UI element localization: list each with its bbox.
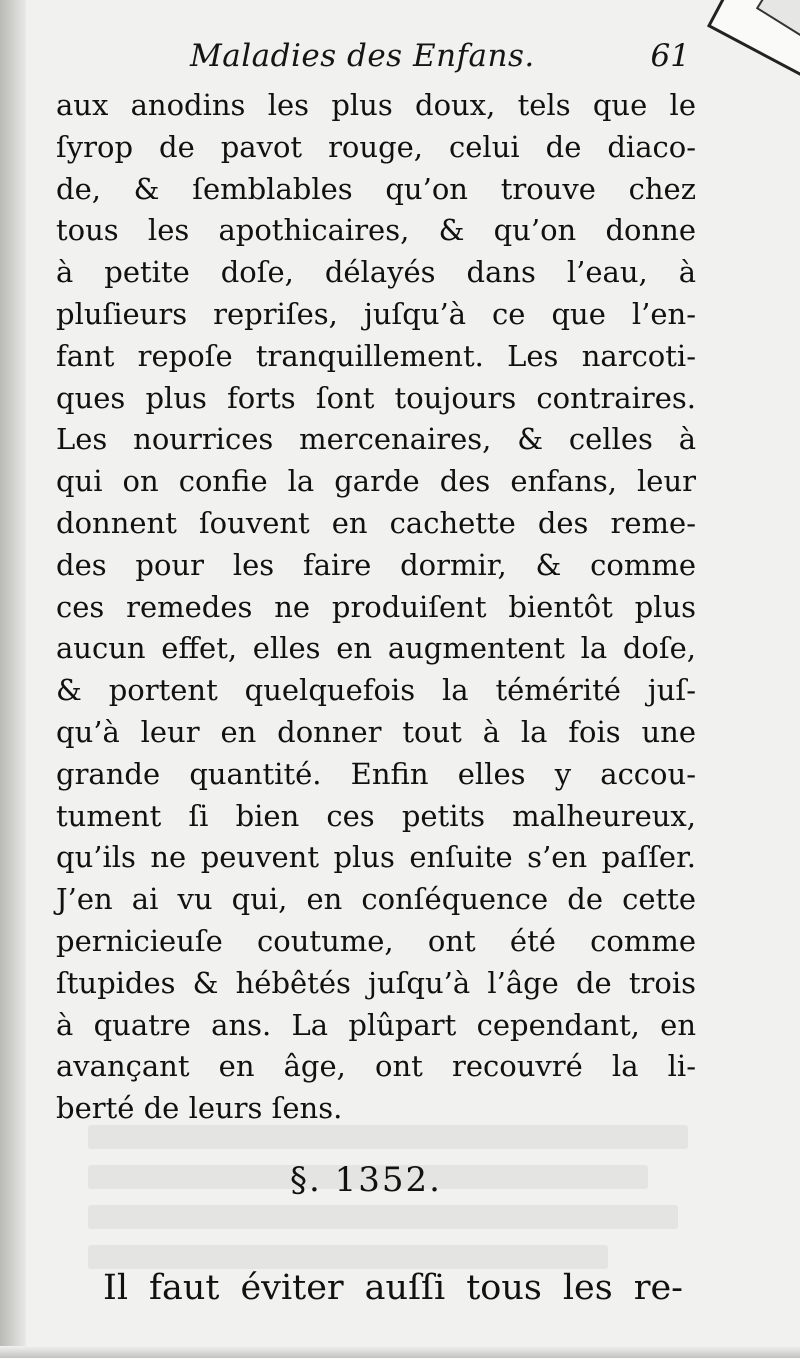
- text-line: & portent quelquefois la témérité juſ-: [56, 673, 696, 708]
- text-line: aux anodins les plus doux, tels que le: [56, 88, 696, 122]
- text-line: pernicieuſe coutume, ont été comme: [56, 923, 696, 958]
- continuation-line: Il faut éviter auſſi tous les re-: [103, 1268, 683, 1308]
- text-line: aucun effet, elles en augmentent la doſe,: [56, 631, 696, 666]
- text-line: de, & ſemblables qu’on trouve chez: [56, 171, 696, 206]
- text-line: Les nourrices mercenaires, & celles à: [56, 422, 696, 457]
- text-line: à petite doſe, délayés dans l’eau, à: [56, 255, 696, 290]
- text-line: des pour les faire dormir, & comme: [56, 547, 696, 582]
- text-line: qu’ils ne peuvent plus enſuite s’en paſſer.: [56, 840, 696, 875]
- text-line: qu’à leur en donner tout à la fois une: [56, 714, 696, 749]
- text-line: ſtupides & hébêtés juſqu’à l’âge de trois: [56, 965, 696, 1000]
- text-line: ſyrop de pavot rouge, celui de diaco-: [56, 129, 696, 164]
- text-line: donnent ſouvent en cachette des reme-: [56, 505, 696, 540]
- text-line: à quatre ans. La plûpart cependant, en: [56, 1007, 696, 1042]
- page-edge-shadow: [0, 0, 26, 1358]
- show-through: [88, 1245, 608, 1269]
- text-line: qui on confie la garde des enfans, leur: [56, 464, 696, 499]
- show-through: [88, 1205, 678, 1229]
- page-bottom-shadow: [0, 1346, 800, 1358]
- page-header: [60, 38, 690, 88]
- text-line: grande quantité. Enfin elles y accou-: [56, 756, 696, 791]
- text-line: tument ſi bien ces petits malheureux,: [56, 798, 696, 833]
- text-line: fant repoſe tranquillement. Les narcoti-: [56, 338, 696, 373]
- text-line: ces remedes ne produiſent bientôt plus: [56, 589, 696, 624]
- text-line: avançant en âge, ont recouvré la li-: [56, 1049, 696, 1084]
- section-heading: §. 1352.: [290, 1160, 442, 1200]
- text-line: tous les apothicaires, & qu’on donne: [56, 213, 696, 248]
- running-title: Maladies des Enfans.: [190, 38, 535, 74]
- text-line: pluſieurs repriſes, juſqu’à ce que l’en-: [56, 296, 696, 331]
- text-line: J’en ai vu qui, en conſéquence de cette: [56, 882, 696, 917]
- page-number: 61: [650, 38, 690, 74]
- text-line: berté de leurs ſens.: [56, 1091, 343, 1126]
- text-line: ques plus forts ſont toujours contraires.: [56, 380, 696, 415]
- body-paragraph: [56, 85, 696, 1130]
